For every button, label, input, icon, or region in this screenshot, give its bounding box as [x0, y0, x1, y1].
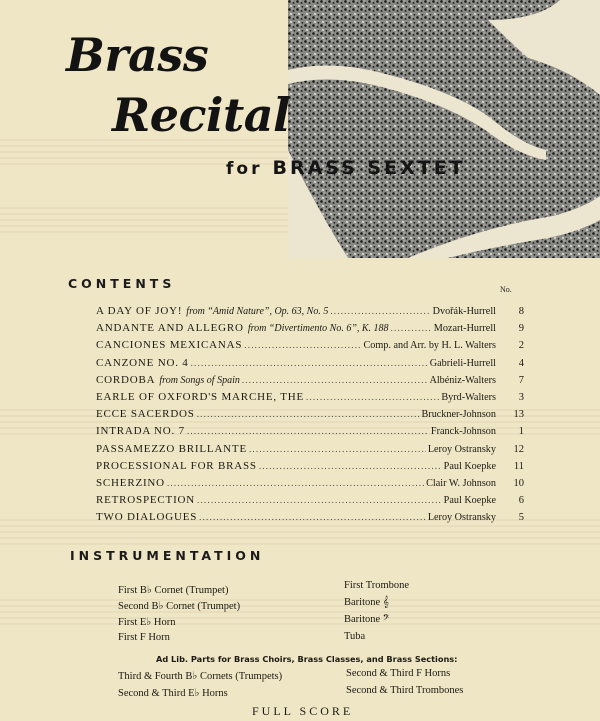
piece-number: 12 [513, 443, 524, 455]
leader-dots [259, 461, 442, 471]
piece-arranger: Bruckner-Johnson [421, 409, 496, 421]
contents-row [96, 425, 524, 442]
piece-source: from Songs of Spain [159, 374, 240, 386]
piece-arranger: Leroy Ostransky [427, 443, 496, 455]
piece-title: CANZONE NO. 4 [96, 356, 189, 369]
leader-dots [199, 512, 426, 522]
contents-row [96, 460, 524, 477]
instrument-right: Baritone 𝄞 [344, 597, 389, 608]
piece-arranger: Albéniz-Walters [429, 374, 496, 386]
contents-row [96, 391, 524, 408]
piece-arranger: Comp. and Arr. by H. L. Walters [363, 340, 496, 352]
instrument-left: Second B♭ Cornet (Trumpet) [118, 601, 241, 612]
subtitle [226, 157, 466, 179]
piece-arranger: Mozart-Hurrell [433, 323, 496, 335]
piece-title: A DAY OF JOY! [96, 305, 183, 317]
contents-row [96, 374, 524, 391]
contents-row [96, 305, 524, 322]
piece-arranger: Paul Koepke [443, 460, 496, 472]
title-brass: Brass [66, 28, 209, 82]
piece-title: CORDOBA [96, 373, 156, 386]
piece-title: CANCIONES MEXICANAS [96, 339, 243, 352]
contents-heading: CONTENTS [68, 276, 176, 291]
leader-dots [391, 323, 432, 333]
adlib-part-left: Second & Third E♭ Horns [118, 688, 228, 699]
piece-arranger: Byrd-Walters [441, 391, 496, 403]
leader-dots [306, 392, 439, 402]
piece-title: EARLE OF OXFORD'S MARCHE, THE [96, 390, 305, 403]
contents-row [96, 494, 524, 511]
contents-row [96, 357, 524, 374]
piece-arranger: Clair W. Johnson [426, 477, 496, 489]
leader-dots [197, 409, 420, 419]
adlib-part-right: Second & Third Trombones [346, 685, 464, 696]
contents-row [96, 511, 524, 528]
leader-dots [242, 375, 428, 385]
piece-arranger: Paul Koepke [443, 495, 496, 507]
horn-illustration [288, 0, 600, 258]
contents-row [96, 443, 524, 460]
piece-number: 9 [518, 323, 524, 335]
contents-row [96, 322, 524, 339]
piece-number: 7 [518, 374, 524, 386]
instrument-left: First B♭ Cornet (Trumpet) [118, 585, 229, 596]
title-recital: Recital [112, 88, 291, 142]
piece-number: 4 [518, 357, 524, 369]
piece-arranger: Leroy Ostransky [427, 512, 496, 524]
leader-dots [187, 426, 429, 436]
instrument-left: First F Horn [118, 632, 170, 643]
leader-dots [249, 444, 426, 454]
adlib-part-right: Second & Third F Horns [346, 668, 451, 679]
leader-dots [330, 306, 430, 316]
subtitle-for: for [226, 159, 263, 179]
piece-number: 5 [518, 512, 524, 524]
leader-dots [197, 495, 442, 505]
piece-title: RETROSPECTION [96, 494, 196, 507]
instrument-right: Tuba [344, 631, 366, 642]
piece-title: PROCESSIONAL FOR BRASS [96, 459, 257, 472]
instrumentation-heading: INSTRUMENTATION [70, 548, 265, 563]
piece-number: 11 [513, 460, 524, 472]
contents-row [96, 339, 524, 356]
instrument-left: First E♭ Horn [118, 617, 176, 628]
piece-number: 1 [518, 426, 524, 438]
piece-number: 10 [513, 477, 524, 489]
piece-title: SCHERZINO [96, 476, 165, 489]
piece-arranger: Gabrieli-Hurrell [429, 357, 496, 369]
number-column-heading: No. [500, 285, 512, 294]
adlib-part-left: Third & Fourth B♭ Cornets (Trumpets) [118, 671, 283, 682]
piece-title: TWO DIALOGUES [96, 511, 198, 524]
piece-arranger: Franck-Johnson [430, 426, 496, 438]
full-score-label: FULL SCORE [252, 704, 354, 718]
piece-number: 6 [518, 495, 524, 507]
piece-title: ECCE SACERDOS [96, 408, 195, 421]
leader-dots [244, 340, 361, 350]
contents-list [96, 305, 524, 528]
piece-title: INTRADA NO. 7 [96, 425, 185, 438]
piece-title: PASSAMEZZO BRILLANTE [96, 442, 247, 455]
adlib-heading: Ad Lib. Parts for Brass Choirs, Brass Classes, and Brass Sections: [156, 654, 458, 664]
piece-number: 3 [518, 391, 524, 403]
instrument-right: First Trombone [344, 580, 410, 591]
piece-source: from “Divertimento No. 6”, K. 188 [247, 323, 389, 335]
leader-dots [167, 478, 424, 488]
leader-dots [191, 358, 428, 368]
subtitle-main: BRASS SEXTET [272, 157, 466, 179]
contents-row [96, 408, 524, 425]
piece-number: 13 [513, 409, 524, 421]
instrument-right: Baritone 𝄢 [344, 614, 390, 625]
piece-source: from “Amid Nature”, Op. 63, No. 5 [186, 306, 329, 317]
piece-number: 8 [518, 306, 524, 317]
piece-number: 2 [518, 340, 524, 352]
piece-arranger: Dvořák-Hurrell [432, 306, 496, 317]
contents-row [96, 477, 524, 494]
piece-title: ANDANTE AND ALLEGRO [96, 322, 244, 335]
